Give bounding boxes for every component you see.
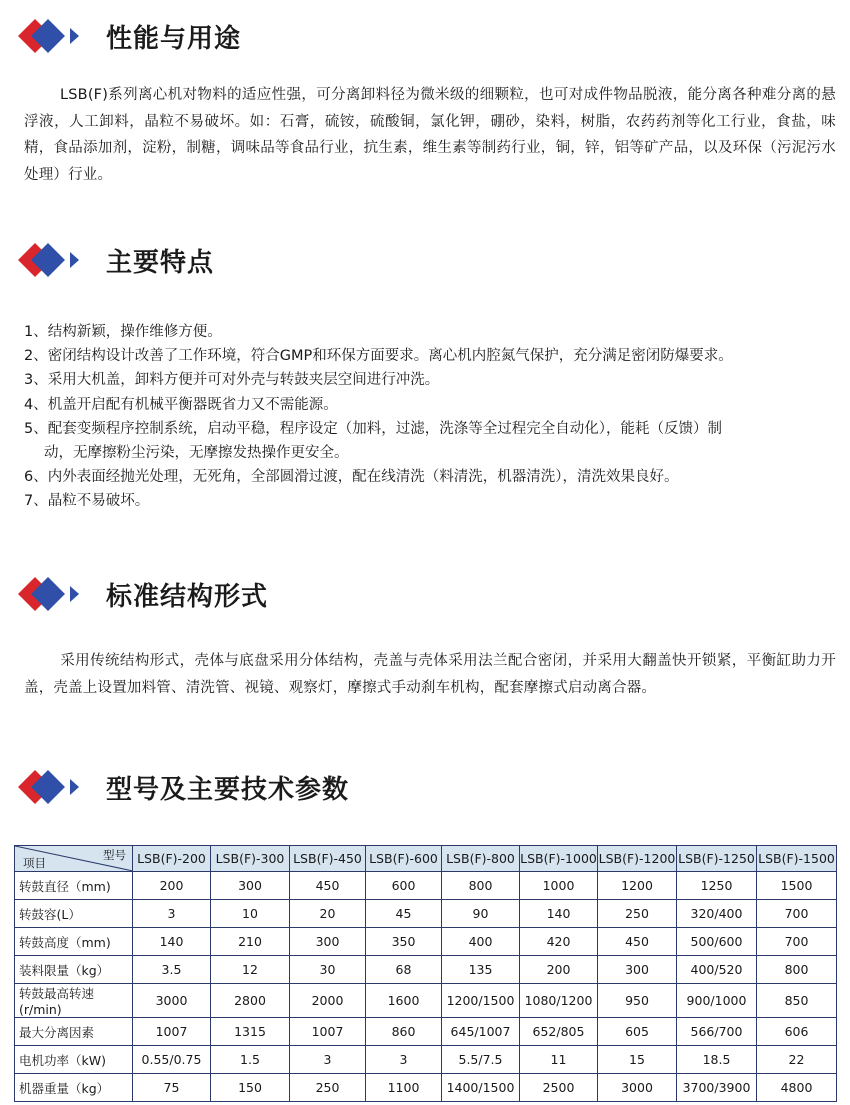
table-cell: 600 <box>366 872 442 900</box>
table-cell: 3000 <box>598 1074 677 1102</box>
table-cell: 135 <box>442 956 520 984</box>
table-cell: 150 <box>211 1074 290 1102</box>
table-cell: 1007 <box>290 1018 366 1046</box>
model-header: LSB(F)-450 <box>290 846 366 872</box>
diamond-logo-icon <box>18 767 80 807</box>
model-header: LSB(F)-1000 <box>520 846 598 872</box>
table-cell: 1080/1200 <box>520 984 598 1018</box>
table-cell: 606 <box>757 1018 837 1046</box>
table-cell: 11 <box>520 1046 598 1074</box>
table-cell: 3700/3900 <box>677 1074 757 1102</box>
list-item: 5、配套变频程序控制系统，启动平稳，程序设定（加料，过滤，洗涤等全过程完全自动化），能耗（反馈）制 <box>24 420 722 437</box>
section-header-specs <box>18 765 349 809</box>
features-list <box>24 320 840 514</box>
table-cell: 18.5 <box>677 1046 757 1074</box>
table-cell: 68 <box>366 956 442 984</box>
model-header: LSB(F)-1200 <box>598 846 677 872</box>
table-cell: 850 <box>757 984 837 1018</box>
table-row <box>15 956 837 984</box>
table-cell: 860 <box>366 1018 442 1046</box>
table-cell: 300 <box>290 928 366 956</box>
table-cell: 3 <box>290 1046 366 1074</box>
table-cell: 140 <box>520 900 598 928</box>
corner-cell <box>15 846 133 872</box>
table-cell: 605 <box>598 1018 677 1046</box>
table-cell: 700 <box>757 900 837 928</box>
section-header-performance <box>18 14 241 58</box>
table-cell: 12 <box>211 956 290 984</box>
table-cell: 652/805 <box>520 1018 598 1046</box>
list-item: 4、机盖开启配有机械平衡器既省力又不需能源。 <box>24 396 338 413</box>
section-header-structure <box>18 572 268 616</box>
table-cell: 3 <box>133 900 211 928</box>
table-cell: 90 <box>442 900 520 928</box>
table-cell: 320/400 <box>677 900 757 928</box>
table-cell: 250 <box>290 1074 366 1102</box>
table-cell: 1000 <box>520 872 598 900</box>
row-label: 最大分离因素 <box>15 1018 133 1046</box>
row-label: 机器重量（kg） <box>15 1074 133 1102</box>
structure-paragraph: 采用传统结构形式，壳体与底盘采用分体结构，壳盖与壳体采用法兰配合密闭，并采用大翻盖快开锁紧，平衡缸助力开盖，壳盖上设置加料管、清洗管、视镜、观察灯，摩擦式手动刹车机构，配套摩擦式启动离合器。 <box>24 653 836 696</box>
table-cell: 1007 <box>133 1018 211 1046</box>
diamond-logo-icon <box>18 240 80 280</box>
table-cell: 10 <box>211 900 290 928</box>
table-cell: 450 <box>598 928 677 956</box>
section-header-features <box>18 238 214 282</box>
list-item: 6、内外表面经抛光处理，无死角，全部圆滑过渡，配在线清洗（料清洗，机器清洗），清洗效果良好。 <box>24 469 679 486</box>
table-cell: 1315 <box>211 1018 290 1046</box>
list-item: 7、晶粒不易破坏。 <box>24 493 150 510</box>
table-cell: 0.55/0.75 <box>133 1046 211 1074</box>
table-cell: 2000 <box>290 984 366 1018</box>
table-row <box>15 900 837 928</box>
row-label: 电机功率（kW) <box>15 1046 133 1074</box>
table-header-row <box>15 846 837 872</box>
table-cell: 2800 <box>211 984 290 1018</box>
table-cell: 30 <box>290 956 366 984</box>
table-cell: 350 <box>366 928 442 956</box>
row-label: 转鼓最高转速(r/min) <box>15 984 133 1018</box>
table-cell: 400/520 <box>677 956 757 984</box>
table-cell: 15 <box>598 1046 677 1074</box>
table-cell: 566/700 <box>677 1018 757 1046</box>
table-cell: 1400/1500 <box>442 1074 520 1102</box>
table-cell: 200 <box>133 872 211 900</box>
table-cell: 1200/1500 <box>442 984 520 1018</box>
table-cell: 450 <box>290 872 366 900</box>
table-cell: 20 <box>290 900 366 928</box>
table-cell: 4800 <box>757 1074 837 1102</box>
row-label: 装料限量（kg） <box>15 956 133 984</box>
diamond-logo-icon <box>18 16 80 56</box>
model-header: LSB(F)-1500 <box>757 846 837 872</box>
row-label: 转鼓高度（mm) <box>15 928 133 956</box>
section-title: 主要特点 <box>106 247 215 278</box>
table-cell: 300 <box>211 872 290 900</box>
model-header: LSB(F)-800 <box>442 846 520 872</box>
table-cell: 2500 <box>520 1074 598 1102</box>
table-cell: 300 <box>598 956 677 984</box>
table-cell: 1.5 <box>211 1046 290 1074</box>
table-cell: 1600 <box>366 984 442 1018</box>
table-row <box>15 1018 837 1046</box>
table-cell: 400 <box>442 928 520 956</box>
table-cell: 5.5/7.5 <box>442 1046 520 1074</box>
corner-item-label: 项目 <box>23 856 46 870</box>
table-cell: 210 <box>211 928 290 956</box>
model-header: LSB(F)-600 <box>366 846 442 872</box>
table-cell: 500/600 <box>677 928 757 956</box>
table-row <box>15 1046 837 1074</box>
spec-table <box>14 845 837 1102</box>
list-item: 动，无摩擦粉尘污染，无摩擦发热操作更安全。 <box>44 445 349 462</box>
list-item: 2、密闭结构设计改善了工作环境，符合GMP和环保方面要求。离心机内腔氮气保护，充分满足密闭防爆要求。 <box>24 348 733 365</box>
section-title: 标准结构形式 <box>106 581 269 612</box>
table-cell: 645/1007 <box>442 1018 520 1046</box>
table-cell: 800 <box>757 956 837 984</box>
table-cell: 700 <box>757 928 837 956</box>
model-header: LSB(F)-1250 <box>677 846 757 872</box>
table-cell: 3000 <box>133 984 211 1018</box>
corner-model-label: 型号 <box>103 848 126 862</box>
table-cell: 800 <box>442 872 520 900</box>
table-cell: 22 <box>757 1046 837 1074</box>
table-row <box>15 928 837 956</box>
table-cell: 3 <box>366 1046 442 1074</box>
table-cell: 200 <box>520 956 598 984</box>
table-cell: 1100 <box>366 1074 442 1102</box>
table-cell: 1500 <box>757 872 837 900</box>
table-cell: 140 <box>133 928 211 956</box>
table-cell: 250 <box>598 900 677 928</box>
row-label: 转鼓直径（mm) <box>15 872 133 900</box>
table-cell: 1200 <box>598 872 677 900</box>
table-cell: 1250 <box>677 872 757 900</box>
section-title: 性能与用途 <box>106 23 242 54</box>
section-title: 型号及主要技术参数 <box>106 774 350 805</box>
row-label: 转鼓容(L） <box>15 900 133 928</box>
table-row <box>15 984 837 1018</box>
table-cell: 900/1000 <box>677 984 757 1018</box>
model-header: LSB(F)-300 <box>211 846 290 872</box>
list-item: 3、采用大机盖，卸料方便并可对外壳与转鼓夹层空间进行冲洗。 <box>24 372 440 389</box>
table-cell: 420 <box>520 928 598 956</box>
model-header: LSB(F)-200 <box>133 846 211 872</box>
list-item: 1、结构新颖，操作维修方便。 <box>24 324 222 340</box>
table-row <box>15 872 837 900</box>
table-row <box>15 1074 837 1102</box>
table-cell: 45 <box>366 900 442 928</box>
diamond-logo-icon <box>18 574 80 614</box>
table-cell: 3.5 <box>133 956 211 984</box>
performance-paragraph: LSB(F)系列离心机对物料的适应性强，可分离卸料径为微米级的细颗粒，也可对成件物品脱液，能分离各种难分离的悬浮液，人工卸料，晶粒不易破坏。如：石膏，硫铵，硫酸铜，氯化钾，硼砂，染料，树脂，农药药剂等化工行业，食盐，味精，食品添加剂，淀粉，制糖，调味品等食品行业，抗生素，维生素等制药行业，铜，锌，铝等矿产品，以及环保（污泥污水处理）行业。 <box>24 87 836 183</box>
table-cell: 75 <box>133 1074 211 1102</box>
table-cell: 950 <box>598 984 677 1018</box>
